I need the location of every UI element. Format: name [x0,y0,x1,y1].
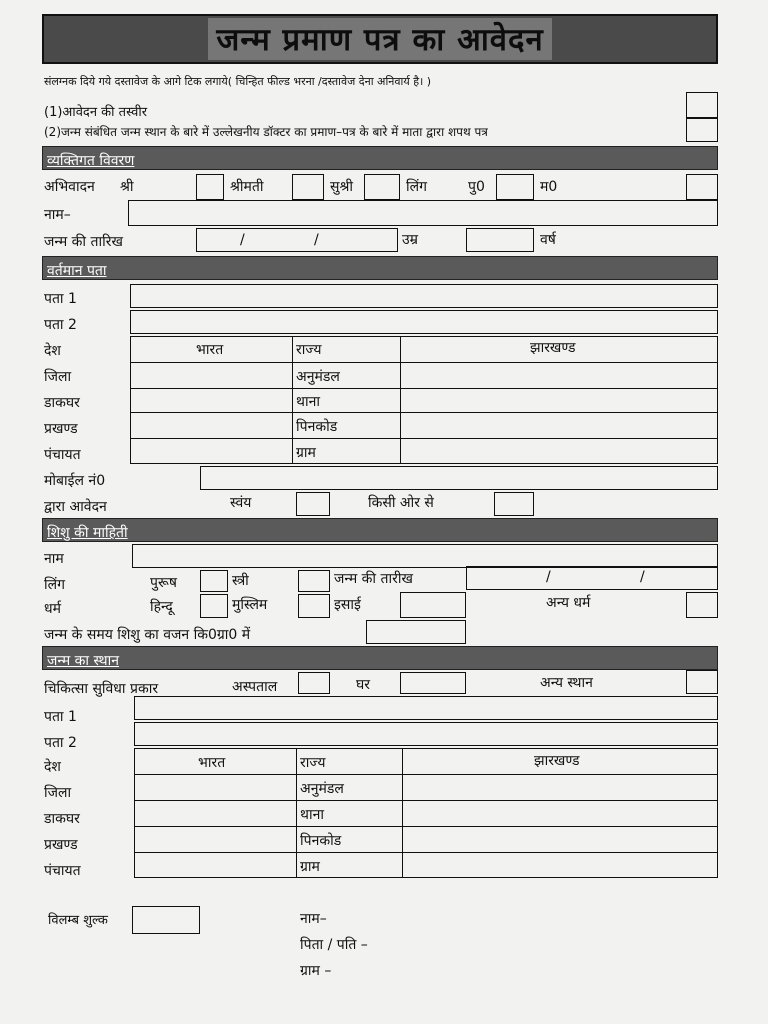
hindu-label: हिन्दू [150,599,173,615]
child-name-field[interactable] [132,544,718,568]
address-grid-line [130,438,718,439]
child-dob-field[interactable] [466,566,718,590]
bp-subdivision-label: अनुमंडल [300,781,344,797]
child-ling-label: लिंग [44,577,65,593]
bp-address-grid-divider [296,748,297,878]
bp-pincode-label: पिनकोड [300,833,342,849]
bp-village-label: ग्राम [300,859,320,875]
country-label: देश [44,343,61,359]
mobile-field[interactable] [200,466,718,490]
other-applicant-checkbox[interactable] [494,492,534,516]
address-grid-line [130,388,718,389]
salutation-label: अभिवादन [44,179,95,195]
address-grid-line [130,362,718,363]
weight-field[interactable] [366,620,466,644]
hospital-label: अस्पताल [232,679,278,695]
ling-label: लिंग [406,179,427,195]
hospital-checkbox[interactable] [298,672,330,694]
hindu-checkbox[interactable] [200,594,228,618]
weight-label: जन्म के समय शिशु का वजन कि0ग्रा0 में [44,627,251,643]
self-label: स्वंय [230,495,252,511]
muslim-label: मुस्लिम [232,597,268,613]
form-title-banner [42,14,718,64]
block-label: प्रखण्ड [44,421,78,437]
bp-address-grid-divider [402,748,403,878]
self-checkbox[interactable] [296,492,330,516]
section-address-title: वर्तमान पता [47,263,107,279]
girl-label: स्त्री [232,573,249,589]
female-checkbox[interactable] [686,174,718,200]
bp-district-label: जिला [44,785,72,801]
bp-state-value[interactable]: झारखण्ड [534,753,580,769]
addr2-field[interactable] [130,310,718,334]
village-label: ग्राम [296,445,316,461]
shri-label: श्री [120,179,134,195]
bp-country-label: देश [44,759,61,775]
shrimati-checkbox[interactable] [292,174,324,200]
instruction-text: संलग्नक दिये गये दस्तावेज के आगे टिक लगाये( चिन्हित फील्ड भरना /दस्तावेज देना अनिवार्य है। ) [44,75,432,88]
bp-block-label: प्रखण्ड [44,837,78,853]
christian-checkbox[interactable] [400,592,466,618]
postoffice-label: डाकघर [44,395,80,411]
muslim-checkbox[interactable] [298,594,330,618]
other-applicant-label: किसी ओर से [368,495,434,511]
bp-addr1-label: पता 1 [44,709,77,725]
other-place-checkbox[interactable] [686,670,718,694]
boy-label: पुरूष [150,575,177,591]
panchayat-label: पंचायत [44,447,81,463]
age-label: उम्र [402,232,419,248]
child-dob-label: जन्म की तारीख [334,571,413,587]
bp-state-label: राज्य [300,755,326,771]
bp-address-grid-line [134,852,718,853]
bp-country-value[interactable]: भारत [198,755,226,771]
section-personal-title: व्यक्तिगत विवरण [47,153,135,169]
home-label: घर [356,677,370,693]
girl-checkbox[interactable] [298,570,330,592]
other-religion-label: अन्य धर्म [546,595,591,611]
child-name-label: नाम [44,551,64,567]
bp-police-label: थाना [300,807,324,823]
police-label: थाना [296,394,320,410]
section-child [42,518,718,542]
male-checkbox[interactable] [496,174,534,200]
shrimati-label: श्रीमती [230,179,264,195]
other-religion-checkbox[interactable] [686,592,718,618]
dob-label: जन्म की तारिख [44,234,123,250]
address-grid-divider [400,336,401,464]
female-label: म0 [540,179,558,195]
section-birthplace-title: जन्म का स्थान [47,653,119,669]
child-dob-slash-1: / [546,569,551,585]
bp-addr1-field[interactable] [134,696,718,720]
addr1-label: पता 1 [44,291,77,307]
signer-village-label: ग्राम – [300,963,332,979]
sushri-label: सुश्री [330,179,354,195]
male-label: पु0 [468,179,485,195]
applied-by-label: द्वारा आवेदन [44,499,107,515]
addr1-field[interactable] [130,284,718,308]
late-fee-field[interactable] [132,906,200,934]
subdivision-label: अनुमंडल [296,369,340,385]
mobile-label: मोबाईल नं0 [44,473,106,489]
religion-label: धर्म [44,601,61,617]
dob-slash-2: / [314,232,319,248]
bp-addr2-label: पता 2 [44,735,77,751]
sushri-checkbox[interactable] [364,174,400,200]
late-fee-label: विलम्ब शुल्क [48,913,108,928]
attachment-2-label: (2)जन्म संबंधित जन्म स्थान के बारे में उल्लेखनीय डॉक्टर का प्रमाण–पत्र के बारे में माता द्वारा शपथ पत्र [44,125,488,139]
bp-postoffice-label: डाकघर [44,811,80,827]
boy-checkbox[interactable] [200,570,228,592]
bp-address-grid-line [134,800,718,801]
bp-address-grid-line [134,774,718,775]
child-dob-slash-2: / [640,569,645,585]
dob-slash-1: / [240,232,245,248]
section-birthplace [42,646,718,670]
state-value[interactable]: झारखण्ड [530,340,576,356]
bp-address-grid-line [134,826,718,827]
name-label: नाम– [44,207,71,223]
address-grid-line [130,412,718,413]
age-field[interactable] [466,228,534,252]
signer-father-label: पिता / पति – [300,937,368,953]
form-title: जन्म प्रमाण पत्र का आवेदन [208,18,551,60]
home-checkbox[interactable] [400,672,466,694]
state-label: राज्य [296,342,322,358]
other-place-label: अन्य स्थान [540,675,593,691]
shri-checkbox[interactable] [196,174,224,200]
section-personal [42,146,718,170]
facility-label: चिकित्सा सुविधा प्रकार [44,681,159,697]
attachment-1-label: (1)आवेदन की तस्वीर [44,105,148,120]
section-child-title: शिशु की माहिती [47,525,128,541]
bp-panchayat-label: पंचायत [44,863,81,879]
christian-label: इसाई [334,597,361,613]
district-label: जिला [44,369,72,385]
pincode-label: पिनकोड [296,419,338,435]
section-address [42,256,718,280]
name-field[interactable] [128,200,718,226]
bp-addr2-field[interactable] [134,722,718,746]
addr2-label: पता 2 [44,317,77,333]
country-value[interactable]: भारत [196,342,224,358]
dob-field[interactable] [196,228,398,252]
years-label: वर्ष [540,232,556,248]
signer-name-label: नाम– [300,911,327,927]
address-grid-divider [292,336,293,464]
attachment-2-checkbox[interactable] [686,118,718,142]
attachment-1-checkbox[interactable] [686,92,718,118]
